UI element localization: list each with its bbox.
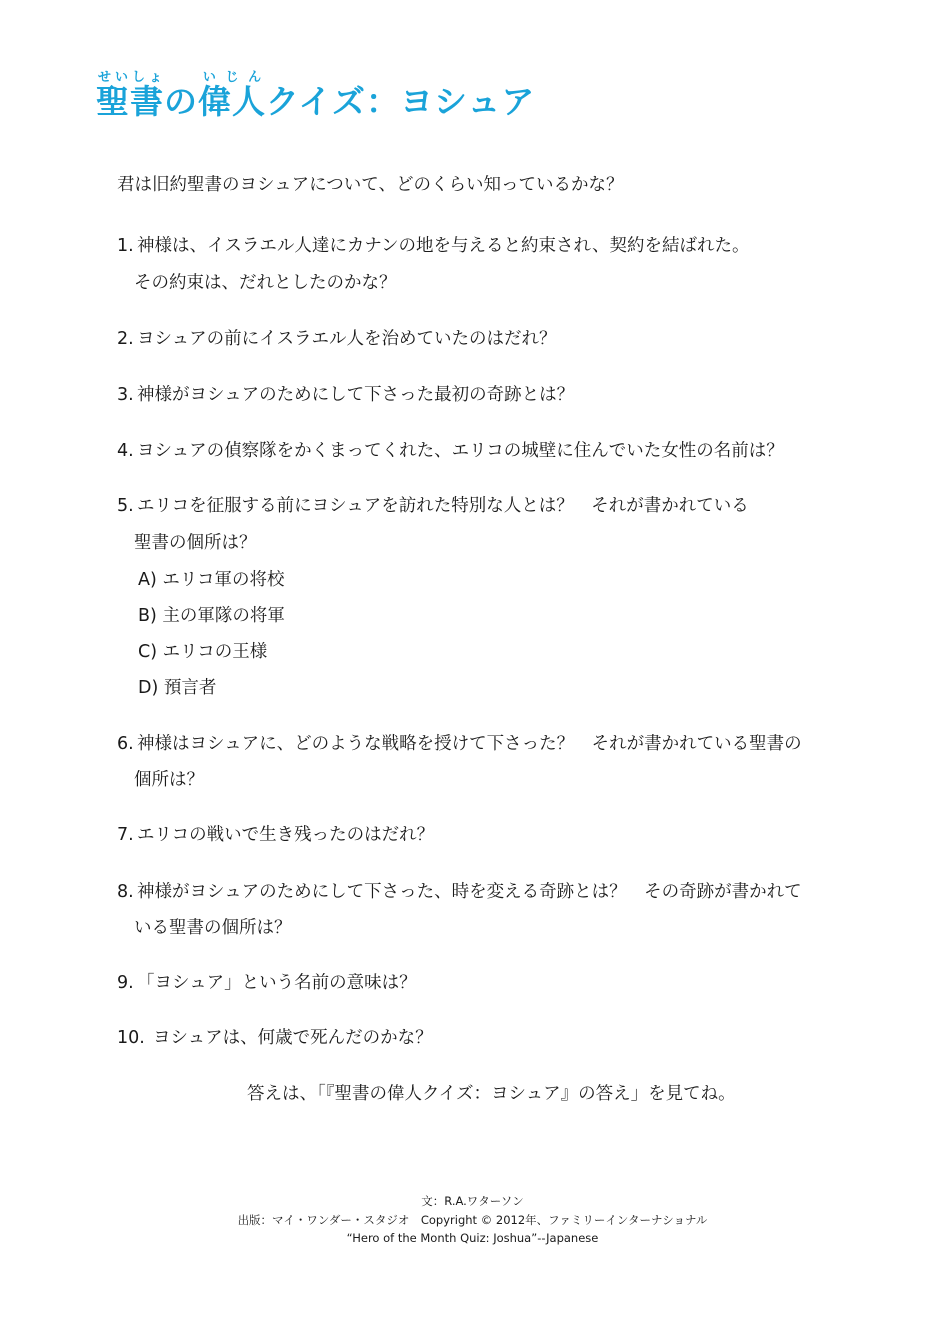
question-text: 神様は、イスラエル人達にカナンの地を与えると約束され、契約を結ばれた。: [137, 236, 750, 256]
answer-option-b: B) 主の軍隊の将軍: [138, 606, 285, 626]
question-text: 神様がヨシュアのためにして下さった最初の奇跡とは？: [137, 385, 575, 405]
question-8: [117, 875, 802, 909]
answer-note: 答えは、「『聖書の偉人クイズ：ヨシュア』の答え」を見てね。: [247, 1084, 736, 1104]
question-text: ヨシュアの前にイスラエル人を治めていたのはだれ？: [137, 329, 557, 349]
page-title: [96, 70, 535, 131]
footer-publisher: 出版：マイ・ワンダー・スタジオ Copyright © 2012年、ファミリーインターナショナル: [237, 1213, 708, 1227]
question-number: 10.: [117, 1028, 145, 1048]
question-text: 神様はヨシュアに、どのような戦略を授けて下さった？ それが書かれている聖書の: [137, 734, 802, 754]
question-number: 4.: [117, 441, 134, 461]
question-1: [117, 229, 750, 263]
question-text: 「ヨシュア」という名前の意味は？: [137, 973, 417, 993]
question-number: 1.: [117, 236, 134, 256]
question-8-continued: いる聖書の個所は？: [134, 918, 292, 938]
answer-option-c: C) エリコの王様: [138, 642, 268, 662]
question-number: 3.: [117, 385, 134, 405]
question-6-continued: 個所は？: [134, 770, 204, 790]
question-number: 9.: [117, 973, 134, 993]
question-3: [117, 378, 574, 412]
question-6: [117, 727, 802, 761]
title-part: の: [164, 82, 198, 121]
question-text: ヨシュアは、何歳で死んだのかな？: [153, 1028, 433, 1048]
footer-author: 文：R.A.ワターソン: [421, 1194, 524, 1208]
question-text: ヨシュアの偵察隊をかくまってくれた、エリコの城壁に住んでいた女性の名前は？: [137, 441, 784, 461]
question-2: [117, 322, 556, 356]
title-ruby-seisho: [96, 70, 164, 121]
question-number: 8.: [117, 882, 134, 902]
question-5: [117, 489, 749, 523]
answer-option-a: A) エリコ軍の将校: [138, 570, 285, 590]
question-10: [117, 1021, 433, 1055]
question-number: 2.: [117, 329, 134, 349]
question-5-continued: 聖書の個所は？: [134, 533, 257, 553]
title-part: 偉人: [198, 82, 266, 121]
title-part: 聖書: [96, 82, 164, 121]
title-part: クイズ：ヨシュア: [266, 82, 536, 121]
question-number: 5.: [117, 496, 134, 516]
question-text: 神様がヨシュアのためにして下さった、時を変える奇跡とは？ その奇跡が書かれて: [137, 882, 802, 902]
question-1-continued: その約束は、だれとしたのかな？: [134, 273, 397, 293]
question-number: 7.: [117, 825, 134, 845]
title-furigana: せいしょ: [96, 70, 164, 85]
intro-text: 君は旧約聖書のヨシュアについて、どのくらい知っているかな？: [117, 175, 624, 195]
answer-option-d: D) 預言者: [138, 678, 217, 698]
question-9: [117, 966, 417, 1000]
question-number: 6.: [117, 734, 134, 754]
question-4: [117, 434, 784, 468]
question-text: エリコを征服する前にヨシュアを訪れた特別な人とは？ それが書かれている: [137, 496, 749, 516]
question-text: エリコの戦いで生き残ったのはだれ？: [137, 825, 435, 845]
question-7: [117, 818, 434, 852]
title-furigana: いじん: [198, 70, 266, 85]
footer-source: “Hero of the Month Quiz: Joshua”--Japanese: [346, 1231, 599, 1245]
title-ruby-ijin: [198, 70, 266, 121]
